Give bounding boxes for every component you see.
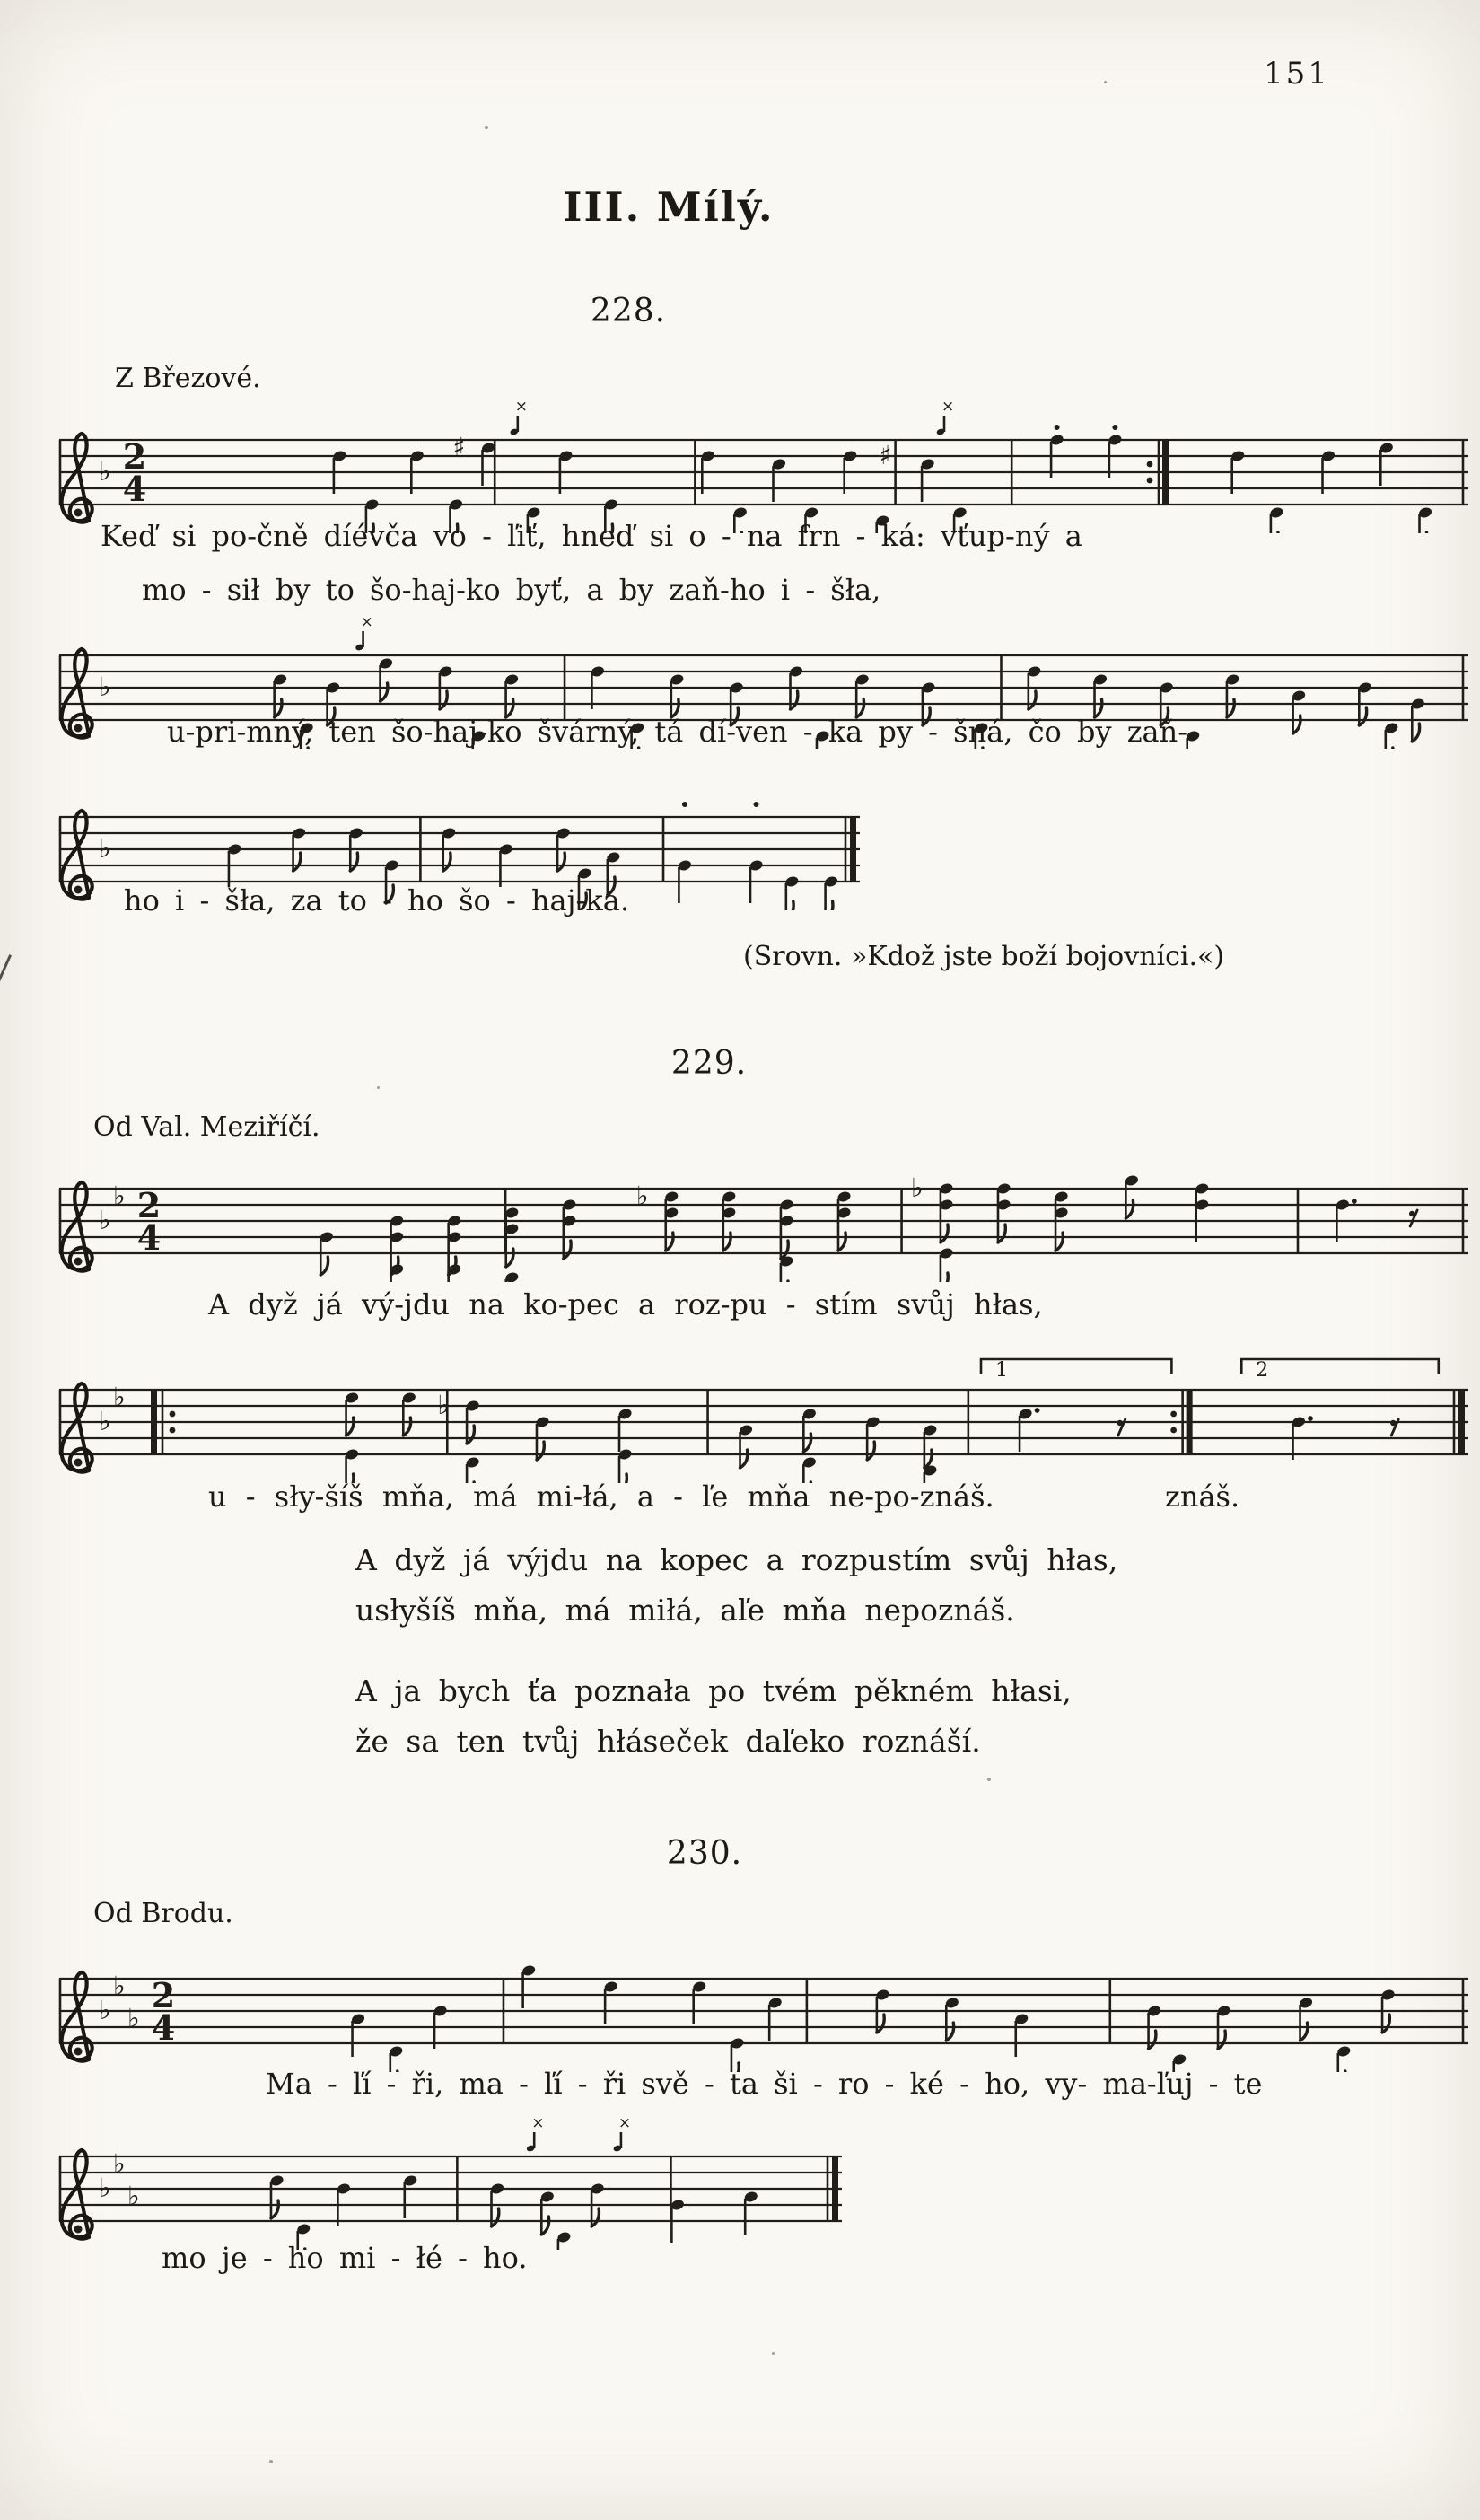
svg-text:2: 2 [1256,1359,1269,1382]
staff-system [56,399,1472,533]
svg-text:×: × [941,399,955,416]
song-number-228: 228. [590,293,667,329]
svg-text:♯: ♯ [452,432,466,462]
svg-text:♭: ♭ [99,672,111,702]
section-title: III. Mílý. [563,183,775,231]
svg-text:♭: ♭ [99,1995,111,2025]
scan-speck [485,126,488,129]
scan-speck [377,1086,380,1089]
svg-text:4: 4 [122,469,147,509]
song-source-229: Od Val. Meziříčí. [93,1111,320,1143]
svg-text:♭: ♭ [113,2148,126,2179]
svg-text:♭: ♭ [113,1181,126,1211]
staff-system [56,1937,1472,2072]
verse-line: A dyž já výjdu na kopec a rozpustím svůj hłas, [355,1542,1118,1577]
svg-text:2: 2 [122,436,147,477]
lyrics-line: ho i - šła, za to - ho šo - haj-ka. [124,883,629,918]
page-number: 151 [1264,56,1330,92]
verse-line: A ja bych ťa poznała po tvém pěkném hłasi, [355,1673,1072,1708]
lyrics-line: Ma - ľí - ři, ma - ľí - ři svě - ta ši - ro - ké - ho, vy- ma-ľuj - te [266,2067,1263,2101]
lyrics-line: mo - sił by to šo-haj-ko byť, a by zaň-ho i - šła, [142,573,881,607]
svg-text:♭: ♭ [99,1205,111,1235]
svg-text:♭: ♭ [113,1382,126,1412]
svg-text:♭: ♭ [99,1406,111,1436]
lyrics-line: u - sły-šíš mňa, má mi-łá, a - ľe mňa ne-po-znáš. [208,1480,994,1514]
scan-speck [772,2352,775,2355]
pen-mark [0,954,12,988]
svg-text:×: × [617,2115,632,2132]
song-number-230: 230. [666,1835,743,1872]
song-source-228: Z Březové. [115,363,261,394]
svg-text:♭: ♭ [127,2003,140,2033]
svg-text:♭: ♭ [437,1390,451,1420]
svg-text:♭: ♭ [911,1172,924,1203]
lyrics-line: A dyž já vý-jdu na ko-pec a roz-pu - stím svůj hłas, [208,1287,1043,1321]
svg-text:4: 4 [151,2007,176,2048]
svg-text:2: 2 [151,1975,176,2015]
svg-text:♭: ♭ [99,456,111,487]
verse-line: usłyšíš mňa, má miłá, aľe mňa nepoznáš. [355,1593,1015,1628]
comparison-note: (Srovn. »Kdož jste boží bojovníci.«) [743,941,1225,972]
svg-text:♯: ♯ [879,440,892,470]
verse-line: že sa ten tvůj hłáseček daľeko roznáší. [355,1724,981,1759]
svg-text:2: 2 [136,1185,162,1225]
scan-speck [987,1778,991,1781]
svg-text:♭: ♭ [99,2173,111,2203]
svg-text:1: 1 [995,1359,1008,1382]
lyrics-line: u-pri-mný, ten šo-haj-ko švárný, tá dí-ven - ka py - šná, čo by zaň- [167,715,1188,749]
lyrics-line: Keď si po-čně díévča vo - ľiť, hneď si o - na frn - ká: vťup-ný a [101,519,1082,553]
svg-text:4: 4 [136,1217,162,1258]
svg-text:♭: ♭ [99,833,111,864]
svg-text:×: × [360,614,373,631]
staff-system [56,1348,1472,1483]
svg-text:♭: ♭ [635,1181,649,1211]
scan-speck [269,2460,273,2463]
staff-system [56,2115,845,2250]
scan-speck [1104,81,1107,83]
svg-text:×: × [531,2115,545,2132]
staff-system [56,1147,1472,1282]
lyrics-line: znáš. [1165,1480,1240,1514]
svg-text:♭: ♭ [127,2181,140,2211]
svg-text:♭: ♭ [113,1971,126,2001]
lyrics-line: mo je - ho mi - łé - ho. [162,2241,528,2275]
song-number-229: 229. [670,1045,748,1082]
song-source-230: Od Brodu. [93,1898,233,1929]
svg-text:×: × [514,399,529,416]
